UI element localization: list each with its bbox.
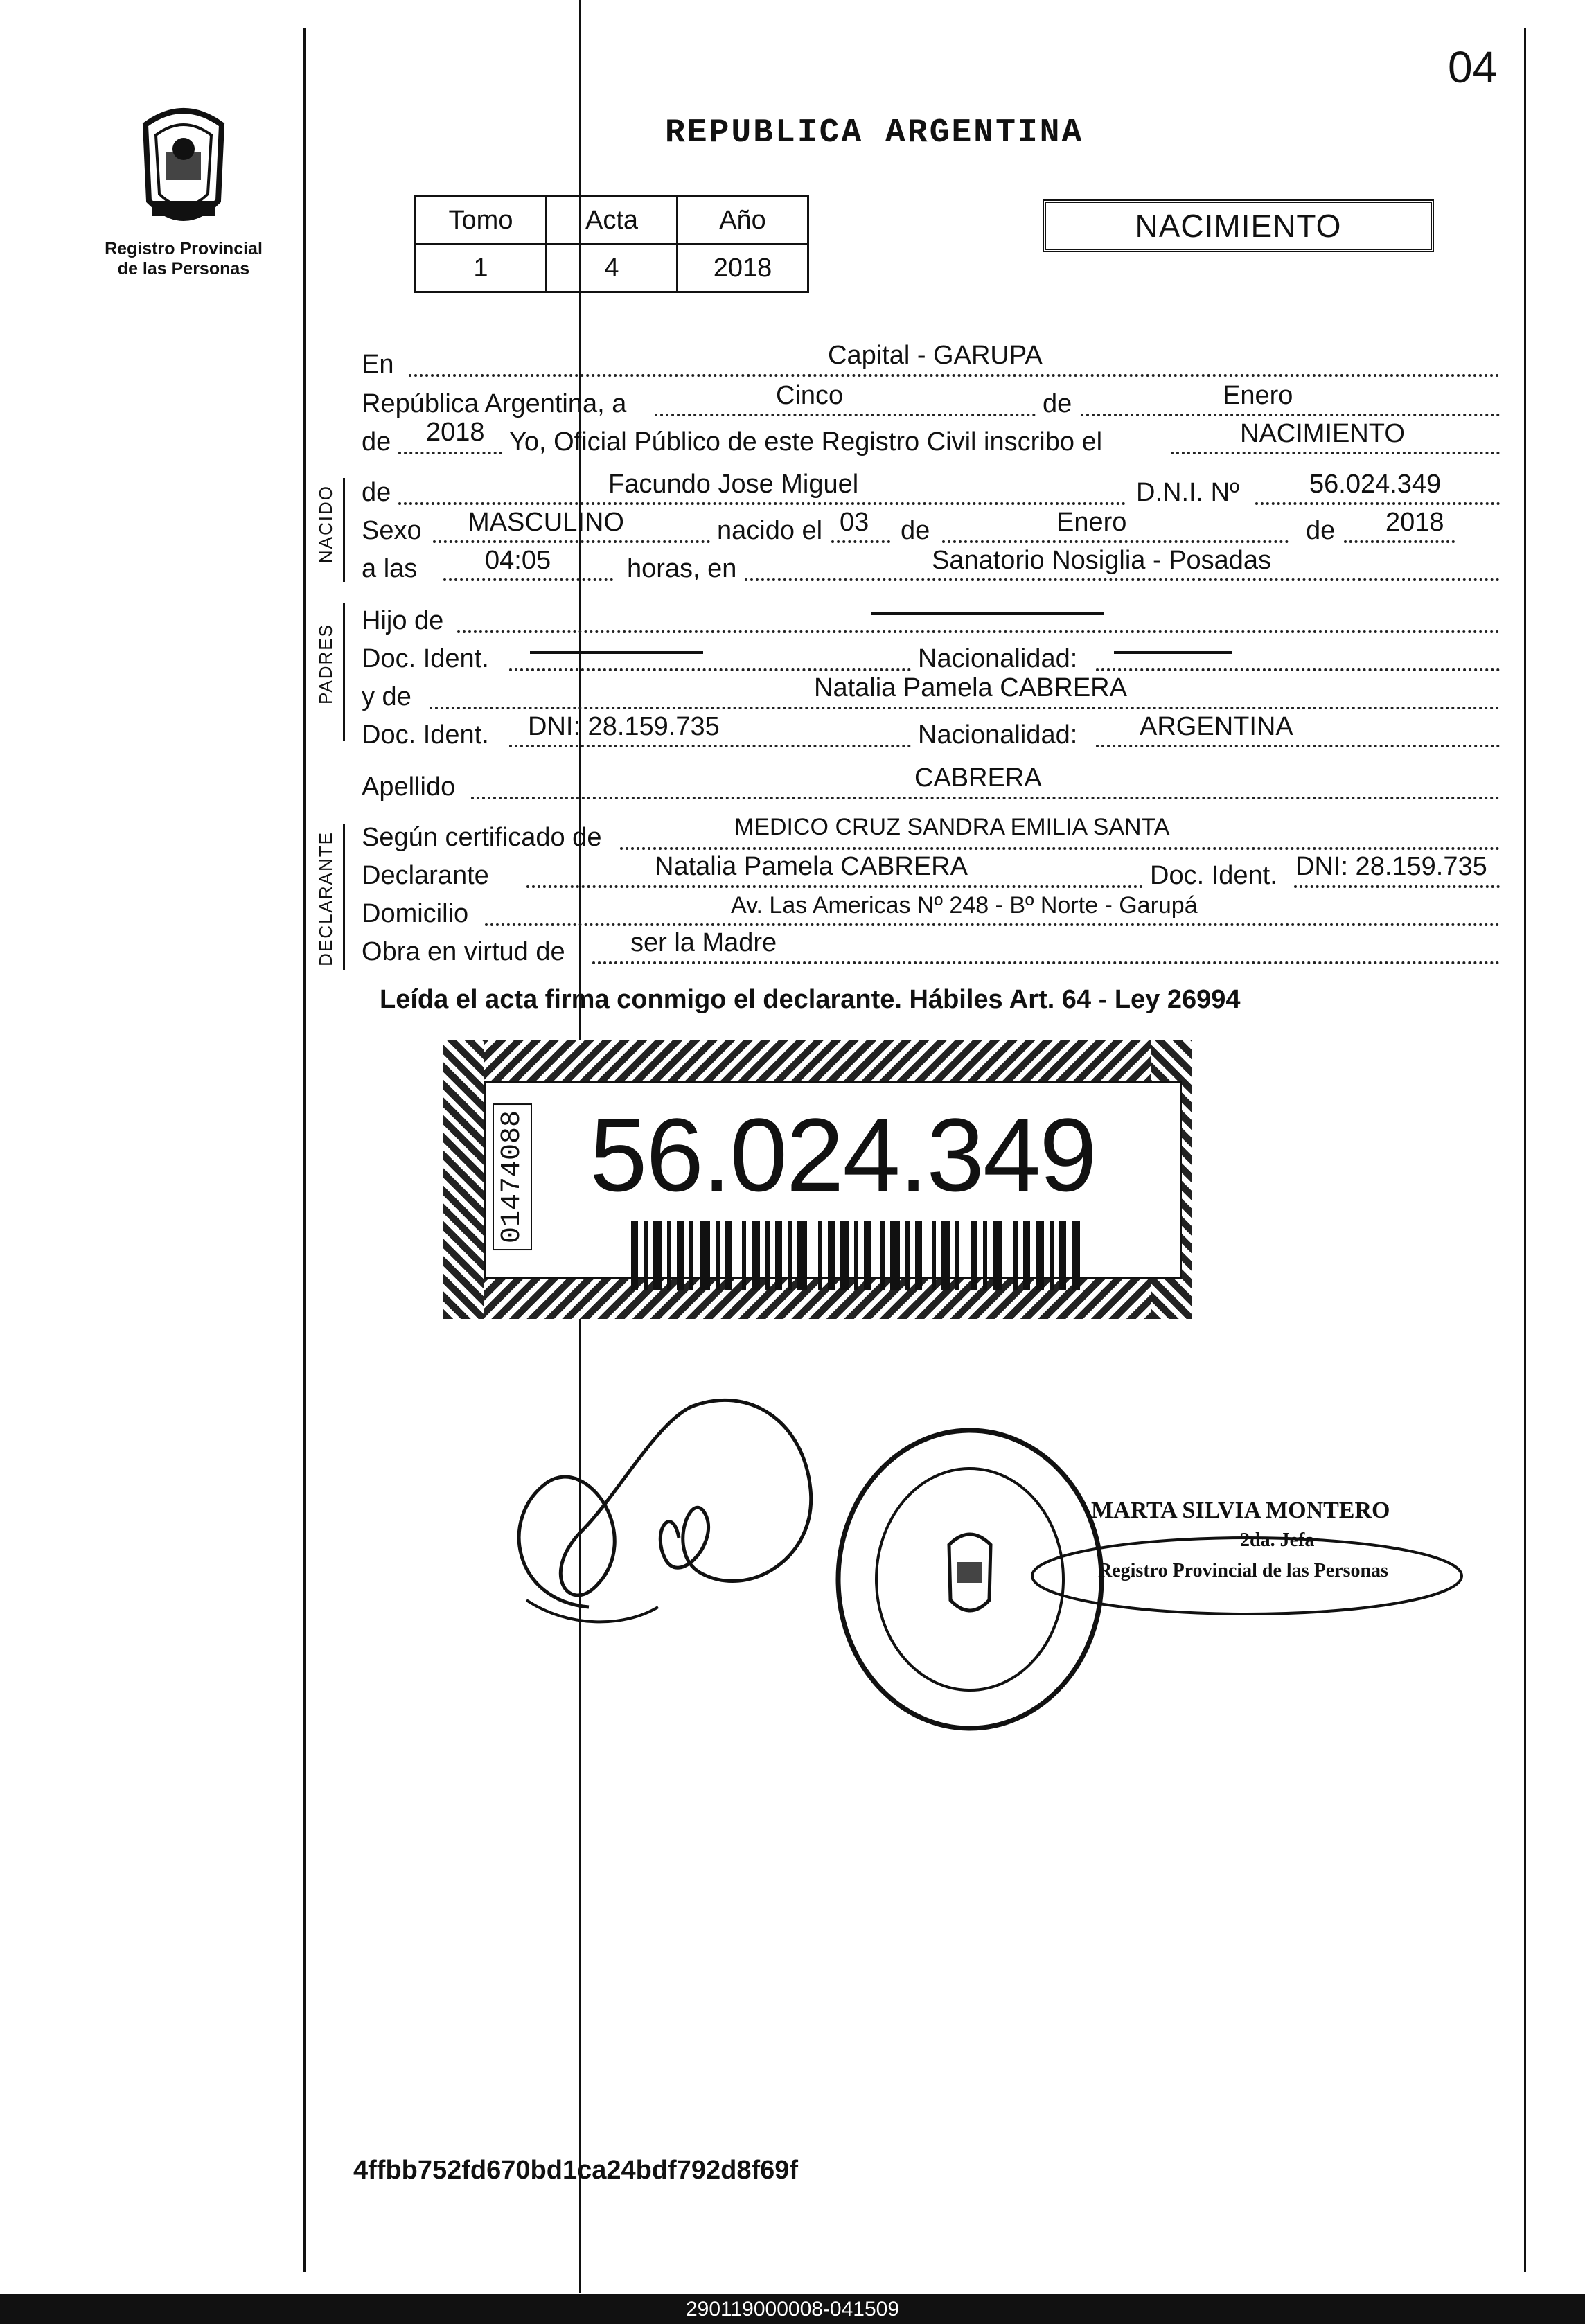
de-label: de	[1306, 516, 1336, 545]
barcode-card	[484, 1081, 1182, 1279]
birth-time: 04:05	[485, 546, 551, 575]
value-acta: 4	[547, 245, 678, 292]
header-anio: Año	[678, 197, 808, 245]
apellido-value: CABRERA	[914, 763, 1042, 792]
nacido-de-label: de	[362, 478, 391, 507]
padres-bracket	[343, 603, 345, 741]
mother-name: Natalia Pamela CABRERA	[814, 673, 1127, 702]
certificado-value: MEDICO CRUZ SANDRA EMILIA SANTA	[734, 814, 1170, 840]
de2-label: de	[362, 427, 391, 456]
obra-label: Obra en virtud de	[362, 937, 565, 966]
dotted-line	[443, 578, 613, 581]
dotted-line	[433, 540, 710, 543]
dotted-line	[620, 847, 1500, 850]
declarante-name: Natalia Pamela CABRERA	[655, 852, 968, 881]
decorative-stripe-top	[443, 1040, 1192, 1081]
logo-caption-line2: de las Personas	[117, 259, 250, 278]
declarante-doc: DNI: 28.159.735	[1295, 852, 1487, 881]
barcode-icon	[631, 1221, 1081, 1290]
page-title: REPUBLICA ARGENTINA	[665, 114, 1084, 152]
dotted-line	[509, 668, 911, 671]
dotted-line	[409, 374, 1500, 377]
serial-number: 01474088	[493, 1103, 532, 1250]
nacido-el-label: nacido el	[717, 516, 823, 545]
event-value: NACIMIENTO	[1240, 419, 1405, 448]
place-value: Capital - GARUPA	[828, 341, 1043, 370]
dotted-line	[509, 745, 911, 747]
declarante-doc-label: Doc. Ident.	[1150, 861, 1277, 890]
right-border-line	[1524, 28, 1526, 2272]
signatory-name: MARTA SILVIA MONTERO	[1091, 1498, 1390, 1523]
obra-value: ser la Madre	[630, 928, 777, 957]
declarante-label: Declarante	[362, 861, 489, 890]
dotted-line	[526, 885, 1143, 888]
signature-loop	[1025, 1524, 1476, 1621]
nacido-section-label: NACIDO	[315, 485, 336, 564]
child-dni: 56.024.349	[1309, 470, 1442, 499]
declarante-bracket	[343, 824, 345, 970]
dotted-line	[745, 578, 1500, 581]
dotted-line	[942, 540, 1289, 543]
de-label: de	[1043, 389, 1072, 418]
decorative-stripe-left	[443, 1040, 484, 1319]
dotted-line	[831, 540, 890, 543]
domicilio-label: Domicilio	[362, 899, 469, 928]
value-tomo: 1	[416, 245, 547, 292]
birth-year: 2018	[1385, 508, 1444, 537]
birth-month: Enero	[1056, 508, 1127, 537]
dotted-line	[655, 414, 1036, 416]
dotted-line	[485, 923, 1500, 926]
sexo-value: MASCULINO	[468, 508, 624, 537]
mother-nationality: ARGENTINA	[1140, 712, 1293, 741]
logo-caption-line1: Registro Provincial	[105, 239, 263, 258]
left-border-line	[303, 28, 306, 2272]
certificado-label: Según certificado de	[362, 823, 602, 852]
header-acta: Acta	[547, 197, 678, 245]
y-de-label: y de	[362, 682, 411, 711]
dni-label: D.N.I. Nº	[1136, 478, 1239, 507]
header-tomo: Tomo	[416, 197, 547, 245]
dotted-line	[1171, 452, 1500, 454]
sexo-label: Sexo	[362, 516, 422, 545]
dotted-line	[1096, 668, 1500, 671]
blank-dash	[1114, 651, 1232, 654]
registry-logo	[104, 97, 263, 279]
document-hash: 4ffbb752fd670bd1ca24bdf792d8f69f	[353, 2156, 799, 2185]
birth-place: Sanatorio Nosiglia - Posadas	[932, 546, 1272, 575]
value-anio: 2018	[678, 245, 808, 292]
apellido-label: Apellido	[362, 772, 456, 801]
a-las-label: a las	[362, 554, 418, 583]
record-type: NACIMIENTO	[1135, 208, 1342, 244]
handwritten-signature	[485, 1378, 831, 1656]
hijo-de-label: Hijo de	[362, 606, 444, 635]
dotted-line	[398, 452, 502, 454]
barcode-number: 56.024.349	[590, 1097, 1096, 1213]
dotted-line	[1344, 540, 1455, 543]
dotted-line	[1081, 414, 1500, 416]
dni-barcode-label	[443, 1040, 1192, 1319]
birth-day: 03	[840, 508, 869, 537]
page-number: 04	[1448, 42, 1498, 92]
dotted-line	[457, 630, 1500, 633]
record-type-box	[1043, 199, 1434, 252]
blank-dash	[530, 651, 703, 654]
signatory-org: Registro Provincial de las Personas	[1098, 1560, 1388, 1581]
nac1-label: Nacionalidad:	[918, 644, 1078, 673]
province-seal-icon	[132, 97, 236, 236]
de-label: de	[901, 516, 930, 545]
oficial-text: Yo, Oficial Público de este Registro Civil inscribo el	[509, 427, 1103, 456]
en-label: En	[362, 350, 394, 379]
record-table	[414, 195, 809, 293]
mother-dni: DNI: 28.159.735	[528, 712, 720, 741]
blank-dash	[871, 612, 1104, 615]
dotted-line	[471, 797, 1500, 799]
dotted-line	[592, 961, 1500, 964]
doc1-label: Doc. Ident.	[362, 644, 489, 673]
footer-bar	[0, 2294, 1585, 2324]
doc2-label: Doc. Ident.	[362, 720, 489, 749]
nacido-bracket	[343, 478, 345, 582]
dotted-line	[430, 707, 1500, 709]
declarante-section-label: DECLARANTE	[315, 831, 336, 966]
dotted-line	[398, 502, 1126, 505]
year-value: 2018	[426, 418, 485, 447]
dotted-line	[1096, 745, 1500, 747]
day-value: Cinco	[776, 381, 844, 410]
nac2-label: Nacionalidad:	[918, 720, 1078, 749]
footer-code: 290119000008-041509	[685, 2297, 900, 2321]
month-value: Enero	[1223, 381, 1293, 410]
padres-section-label: PADRES	[315, 623, 336, 704]
domicilio-value: Av. Las Americas Nº 248 - Bº Norte - Garupá	[731, 892, 1198, 919]
dotted-line	[1294, 885, 1500, 888]
horas-label: horas, en	[627, 554, 737, 583]
republica-label: República Argentina, a	[362, 389, 627, 418]
child-name: Facundo Jose Miguel	[608, 470, 859, 499]
dotted-line	[1255, 502, 1500, 505]
signatory-role: 2da. Jefa	[1240, 1529, 1315, 1551]
closing-statement: Leída el acta firma conmigo el declarante. Hábiles Art. 64 - Ley 26994	[380, 985, 1241, 1014]
